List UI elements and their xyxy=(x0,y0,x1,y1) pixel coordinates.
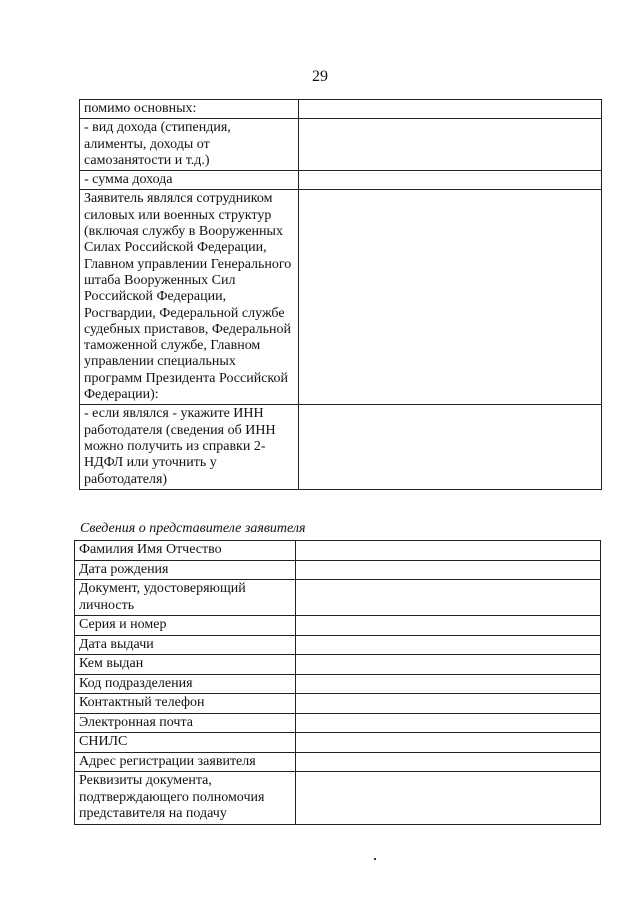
table-row xyxy=(75,616,601,636)
row-label: Дата рождения xyxy=(75,560,296,580)
row-label: Кем выдан xyxy=(75,655,296,675)
row-value-field[interactable] xyxy=(296,733,601,753)
row-value-field[interactable] xyxy=(299,171,602,190)
row-label: Электронная почта xyxy=(75,713,296,733)
row-label: - если являлся - укажите ИНН работодателя (сведения об ИНН можно получить из справки 2-НДФЛ или уточнить у работодателя) xyxy=(80,405,299,489)
table-row xyxy=(75,733,601,753)
row-value-field[interactable] xyxy=(296,752,601,772)
table-row xyxy=(75,674,601,694)
row-value-field[interactable] xyxy=(299,190,602,405)
row-value-field[interactable] xyxy=(296,541,601,561)
table-row xyxy=(75,772,601,825)
table-row xyxy=(75,655,601,675)
table-row xyxy=(80,190,602,405)
table-row xyxy=(75,752,601,772)
table-row xyxy=(75,580,601,616)
table-row xyxy=(80,100,602,119)
row-value-field[interactable] xyxy=(299,119,602,171)
row-label: Серия и номер xyxy=(75,616,296,636)
section-title: Сведения о представителе заявителя xyxy=(80,521,306,536)
table-row xyxy=(75,560,601,580)
income-details-table xyxy=(79,99,602,490)
row-label: помимо основных: xyxy=(80,100,299,119)
row-value-field[interactable] xyxy=(299,100,602,119)
table-row xyxy=(75,713,601,733)
row-label: Фамилия Имя Отчество xyxy=(75,541,296,561)
page-number: 29 xyxy=(312,68,328,85)
row-label: Дата выдачи xyxy=(75,635,296,655)
row-label: Документ, удостоверяющий личность xyxy=(75,580,296,616)
row-label: Реквизиты документа, подтверждающего полномочия представителя на подачу xyxy=(75,772,296,825)
row-label: - вид дохода (стипендия, алименты, доходы от самозанятости и т.д.) xyxy=(80,119,299,171)
table-row xyxy=(80,405,602,489)
row-value-field[interactable] xyxy=(296,616,601,636)
table-row xyxy=(75,541,601,561)
representative-table xyxy=(74,540,601,825)
row-value-field[interactable] xyxy=(299,405,602,489)
row-value-field[interactable] xyxy=(296,674,601,694)
row-value-field[interactable] xyxy=(296,580,601,616)
row-label: Адрес регистрации заявителя xyxy=(75,752,296,772)
row-label: - сумма дохода xyxy=(80,171,299,190)
row-label: Контактный телефон xyxy=(75,694,296,714)
row-value-field[interactable] xyxy=(296,713,601,733)
row-value-field[interactable] xyxy=(296,694,601,714)
row-value-field[interactable] xyxy=(296,772,601,825)
row-value-field[interactable] xyxy=(296,655,601,675)
table-row xyxy=(75,635,601,655)
row-value-field[interactable] xyxy=(296,560,601,580)
scan-speck xyxy=(374,858,376,860)
row-label: Код подразделения xyxy=(75,674,296,694)
table-row xyxy=(80,171,602,190)
table-row xyxy=(80,119,602,171)
row-value-field[interactable] xyxy=(296,635,601,655)
row-label: СНИЛС xyxy=(75,733,296,753)
table-row xyxy=(75,694,601,714)
row-label: Заявитель являлся сотрудником силовых или военных структур (включая службу в Вооруженных Силах Российской Федерации, Главном управлении Генерального штаба Вооруженных Сил Российской Федерации, Росгвардии, Федеральной службе судебных приставов, Федеральной таможенной службе, Главном управлении специальных программ Президента Российской Федерации): xyxy=(80,190,299,405)
